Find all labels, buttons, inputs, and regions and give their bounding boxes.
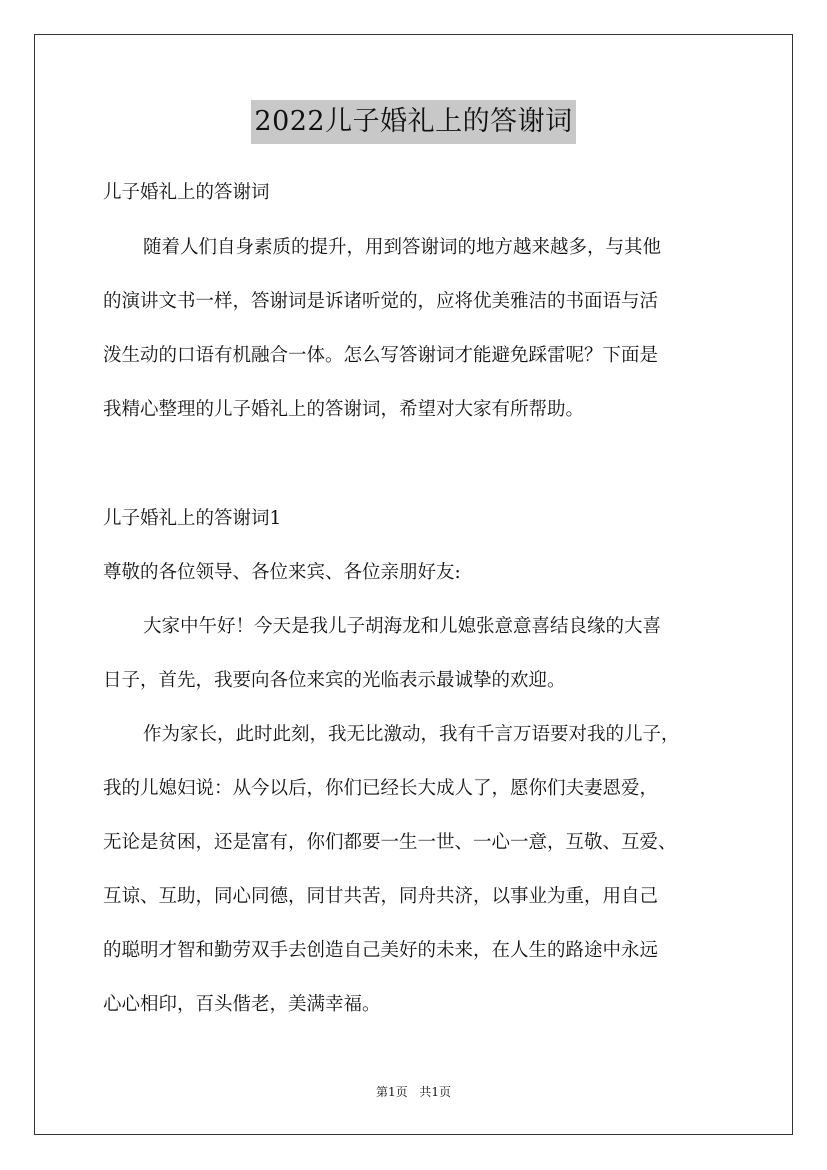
page-number: 第1页	[375, 1085, 408, 1099]
document-title: 2022儿子婚礼上的答谢词	[251, 100, 575, 144]
para2-line-5: 的聪明才智和勤劳双手去创造自己美好的未来，在人生的路途中永远	[103, 940, 659, 961]
para2-line-2: 我的儿媳妇说：从今以后，你们已经长大成人了，愿你们夫妻恩爱，	[103, 778, 659, 799]
section-heading: 儿子婚礼上的答谢词1	[103, 508, 282, 529]
para2-line-4: 互谅、互助，同心同德，同甘共苦，同舟共济，以事业为重，用自己	[103, 886, 659, 907]
intro-line-2: 的演讲文书一样，答谢词是诉诸听觉的，应将优美雅洁的书面语与活	[103, 291, 659, 312]
intro-line-4: 我精心整理的儿子婚礼上的答谢词，希望对大家有所帮助。	[103, 399, 585, 420]
para1-line-2: 日子，首先，我要向各位来宾的光临表示最诚挚的欢迎。	[103, 670, 566, 691]
page-footer	[0, 1083, 827, 1100]
para1-line-1: 大家中午好！今天是我儿子胡海龙和儿媳张意意喜结良缘的大喜	[143, 616, 662, 637]
title-container	[0, 100, 827, 144]
para2-line-1: 作为家长，此时此刻，我无比激动，我有千言万语要对我的儿子，	[143, 724, 680, 745]
intro-line-3: 泼生动的口语有机融合一体。怎么写答谢词才能避免踩雷呢？下面是	[103, 345, 659, 366]
page-total: 共1页	[419, 1085, 452, 1099]
intro-line-1: 随着人们自身素质的提升，用到答谢词的地方越来越多，与其他	[143, 237, 662, 258]
para2-line-3: 无论是贫困，还是富有，你们都要一生一世、一心一意，互敬、互爱、	[103, 832, 677, 853]
salutation: 尊敬的各位领导、各位来宾、各位亲朋好友:	[103, 562, 461, 583]
para2-line-6: 心心相印，百头偕老，美满幸福。	[103, 994, 381, 1015]
document-subtitle: 儿子婚礼上的答谢词	[103, 182, 270, 203]
